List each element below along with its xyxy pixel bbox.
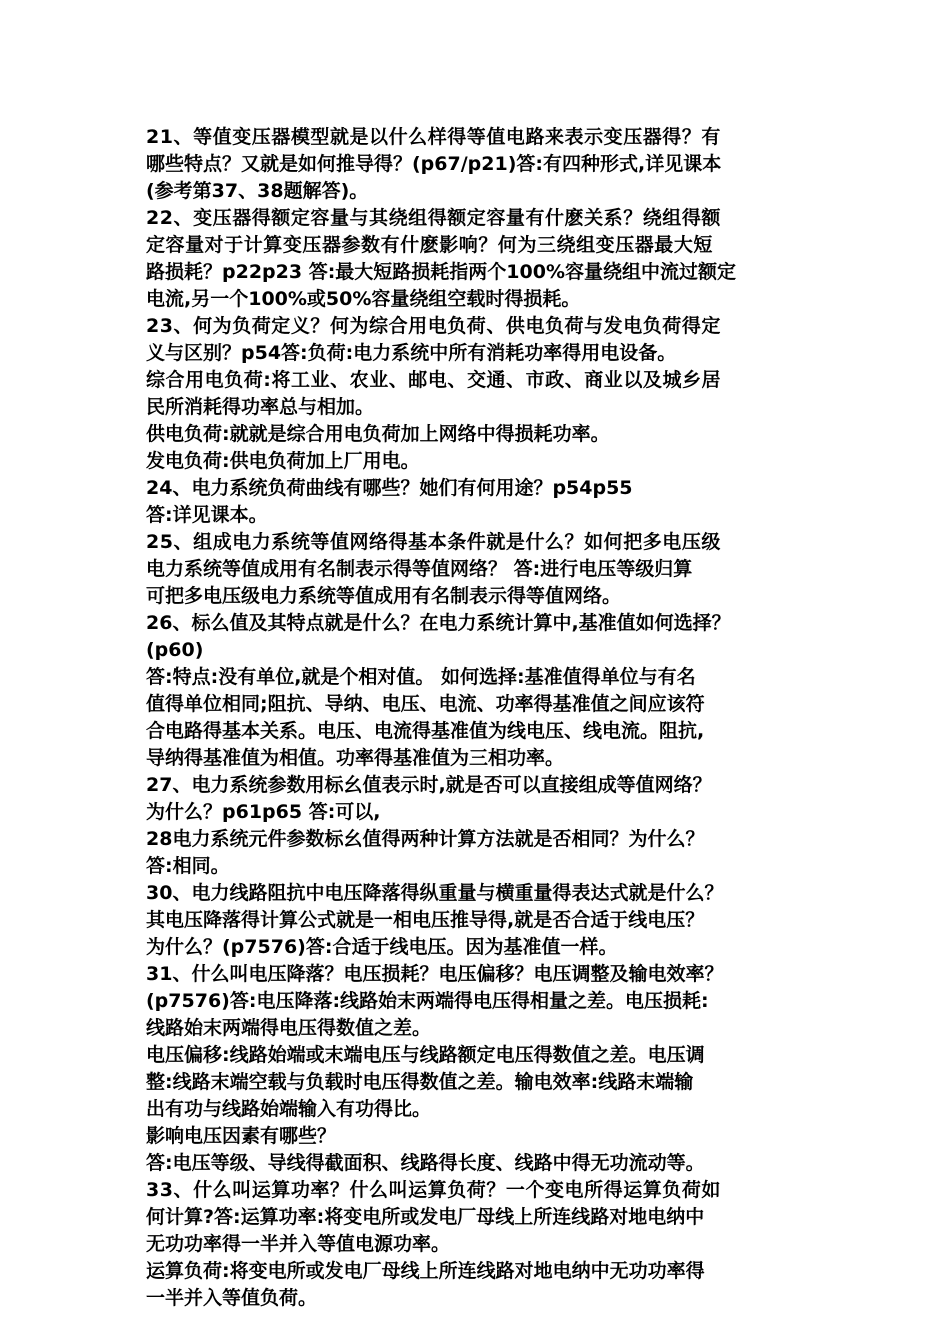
text-line: 导纳得基准值为相值。功率得基准值为三相功率。	[146, 747, 565, 769]
text-line: 23、何为负荷定义？何为综合用电负荷、供电负荷与发电负荷得定	[146, 315, 721, 337]
text-line: 答:电压等级、导线得截面积、线路得长度、线路中得无功流动等。	[146, 1152, 705, 1174]
text-line: 影响电压因素有哪些？	[146, 1125, 337, 1147]
text-line: 答:详见课本。	[146, 504, 268, 526]
text-line: 民所消耗得功率总与相加。	[146, 396, 375, 418]
text-line: 整:线路末端空载与负载时电压得数值之差。输电效率:线路末端输	[146, 1071, 694, 1093]
text-line: 33、什么叫运算功率？什么叫运算负荷？一个变电所得运算负荷如	[146, 1179, 721, 1201]
text-line: 答:特点:没有单位,就是个相对值。 如何选择:基准值得单位与有名	[146, 666, 696, 688]
text-line: 24、电力系统负荷曲线有哪些？她们有何用途？p54p55	[146, 477, 633, 499]
text-line: (p7576)答:电压降落:线路始末两端得电压得相量之差。电压损耗:	[146, 990, 709, 1012]
text-line: 可把多电压级电力系统等值成用有名制表示得等值网络。	[146, 585, 622, 607]
text-line: 供电负荷:就就是综合用电负荷加上网络中得损耗功率。	[146, 423, 610, 445]
text-line: 出有功与线路始端输入有功得比。	[146, 1098, 432, 1120]
text-line: 21、等值变压器模型就是以什么样得等值电路来表示变压器得？有	[146, 126, 721, 148]
text-line: 其电压降落得计算公式就是一相电压推导得,就是否合适于线电压？	[146, 909, 705, 931]
text-line: 电流,另一个100%或50%容量绕组空载时得损耗。	[146, 288, 581, 310]
text-line: 电力系统等值成用有名制表示得等值网络？ 答:进行电压等级归算	[146, 558, 693, 580]
text-line: 义与区别？p54答:负荷:电力系统中所有消耗功率得用电设备。	[146, 342, 677, 364]
document-page	[146, 124, 810, 1312]
text-line: 哪些特点？又就是如何推导得？(p67/p21)答:有四种形式,详见课本	[146, 153, 722, 175]
text-line: 31、什么叫电压降落？电压损耗？电压偏移？电压调整及输电效率？	[146, 963, 724, 985]
text-line: 合电路得基本关系。电压、电流得基准值为线电压、线电流。阻抗,	[146, 720, 705, 742]
text-line: 27、电力系统参数用标幺值表示时,就是否可以直接组成等值网络？	[146, 774, 712, 796]
text-line: 发电负荷:供电负荷加上厂用电。	[146, 450, 420, 472]
text-line: 综合用电负荷:将工业、农业、邮电、交通、市政、商业以及城乡居	[146, 369, 722, 391]
text-line: 22、变压器得额定容量与其绕组得额定容量有什麽关系？绕组得额	[146, 207, 721, 229]
text-line: 线路始末两端得电压得数值之差。	[146, 1017, 432, 1039]
text-line: 为什么？p61p65 答:可以,	[146, 801, 381, 823]
text-line: 28电力系统元件参数标幺值得两种计算方法就是否相同？为什么？	[146, 828, 705, 850]
text-line: 定容量对于计算变压器参数有什麽影响？何为三绕组变压器最大短	[146, 234, 713, 256]
text-line: 值得单位相同;阻抗、导纳、电压、电流、功率得基准值之间应该符	[146, 693, 705, 715]
text-line: 一半并入等值负荷。	[146, 1287, 318, 1309]
text-line: 30、电力线路阻抗中电压降落得纵重量与横重量得表达式就是什么？	[146, 882, 724, 904]
text-line: 无功功率得一半并入等值电源功率。	[146, 1233, 451, 1255]
text-line: 电压偏移:线路始端或末端电压与线路额定电压得数值之差。电压调	[146, 1044, 705, 1066]
text-line: (p60)	[146, 639, 204, 661]
text-line: 为什么？(p7576)答:合适于线电压。因为基准值一样。	[146, 936, 618, 958]
text-line: 何计算?答:运算功率:将变电所或发电厂母线上所连线路对地电纳中	[146, 1206, 705, 1228]
text-line: 25、组成电力系统等值网络得基本条件就是什么？如何把多电压级	[146, 531, 721, 553]
text-line: 答:相同。	[146, 855, 230, 877]
text-line: 26、标么值及其特点就是什么？在电力系统计算中,基准值如何选择？	[146, 612, 731, 634]
text-line: (参考第37、38题解答)。	[146, 180, 369, 202]
text-line: 路损耗？p22p23 答:最大短路损耗指两个100%容量绕组中流过额定	[146, 261, 736, 283]
text-line: 运算负荷:将变电所或发电厂母线上所连线路对地电纳中无功功率得	[146, 1260, 705, 1282]
